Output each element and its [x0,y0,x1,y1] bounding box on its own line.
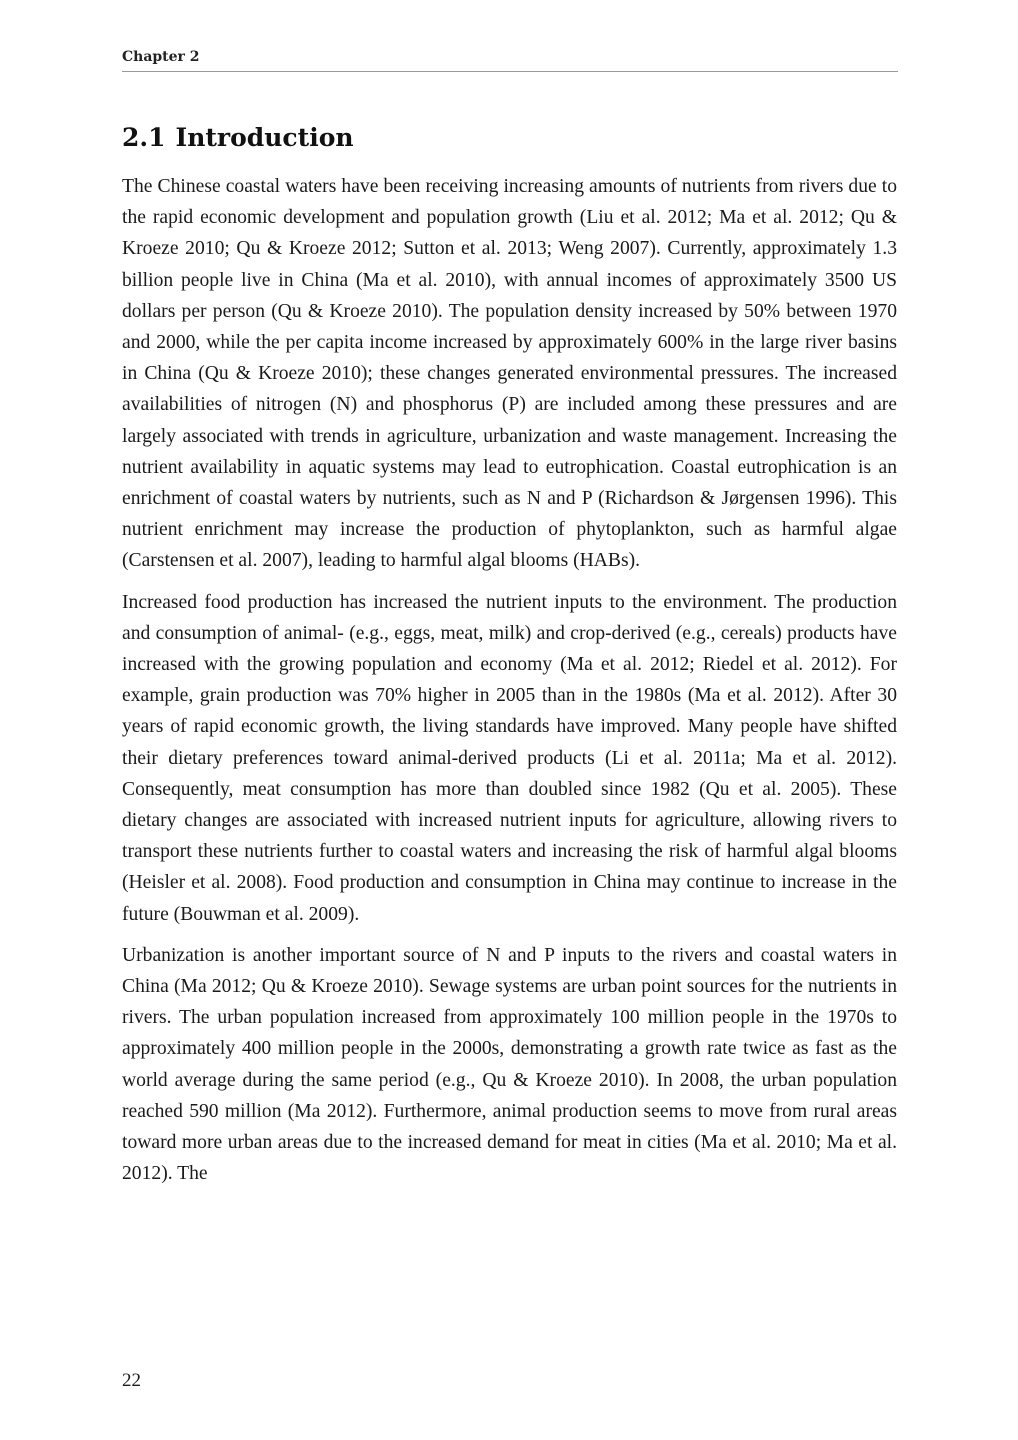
running-header [122,46,898,72]
body-text [122,171,897,1200]
section-title: Introduction [175,123,354,152]
page-number: 22 [122,1370,141,1391]
paragraph-2: Increased food production has increased the nutrient inputs to the environment. The production and consumption of animal- (e.g., eggs, meat, milk) and crop-derived (e.g., cereals) products have increased with the growing population and economy (Ma et al. 2012; Riedel et al. 2012). For example, grain production was 70% higher in 2005 than in the 1980s (Ma et al. 2012). After 30 years of rapid economic growth, the living standards have improved. Many people have shifted their dietary preferences toward animal-derived products (Li et al. 2011a; Ma et al. 2012). Consequently, meat consumption has more than doubled since 1982 (Qu et al. 2005). These dietary changes are associated with increased nutrient inputs for agriculture, allowing rivers to transport these nutrients further to coastal waters and increasing the risk of harmful algal blooms (Heisler et al. 2008). Food production and consumption in China may continue to increase in the future (Bouwman et al. 2009). [122,591,897,925]
chapter-label: Chapter 2 [122,49,200,65]
paragraph-1: The Chinese coastal waters have been receiving increasing amounts of nutrients from rivers due to the rapid economic development and population growth (Liu et al. 2012; Ma et al. 2012; Qu & Kroeze 2010; Qu & Kroeze 2012; Sutton et al. 2013; Weng 2007). Currently, approximately 1.3 billion people live in China (Ma et al. 2010), with annual incomes of approximately 3500 US dollars per person (Qu & Kroeze 2010). The population density increased by 50% between 1970 and 2000, while the per capita income increased by approximately 600% in the large river basins in China (Qu & Kroeze 2010); these changes generated environmental pressures. The increased availabilities of nitrogen (N) and phosphorus (P) are included among these pressures and are largely associated with trends in agriculture, urbanization and waste management. Increasing the nutrient availability in aquatic systems may lead to eutrophication. Coastal eutrophication is an enrichment of coastal waters by nutrients, such as N and P (Richardson & Jørgensen 1996). This nutrient enrichment may increase the production of phytoplankton, such as harmful algae (Carstensen et al. 2007), leading to harmful algal blooms (HABs). [122,176,897,572]
paragraph-3: Urbanization is another important source of N and P inputs to the rivers and coastal waters in China (Ma 2012; Qu & Kroeze 2010). Sewage systems are urban point sources for the nutrients in rivers. The urban population increased from approximately 100 million people in the 1970s to approximately 400 million people in the 2000s, demonstrating a growth rate twice as fast as the world average during the same period (e.g., Qu & Kroeze 2010). In 2008, the urban population reached 590 million (Ma 2012). Furthermore, animal production seems to move from rural areas toward more urban areas due to the increased demand for meat in cities (Ma et al. 2010; Ma et al. 2012). The [122,944,897,1185]
section-heading [122,118,354,158]
section-number: 2.1 [122,123,166,152]
